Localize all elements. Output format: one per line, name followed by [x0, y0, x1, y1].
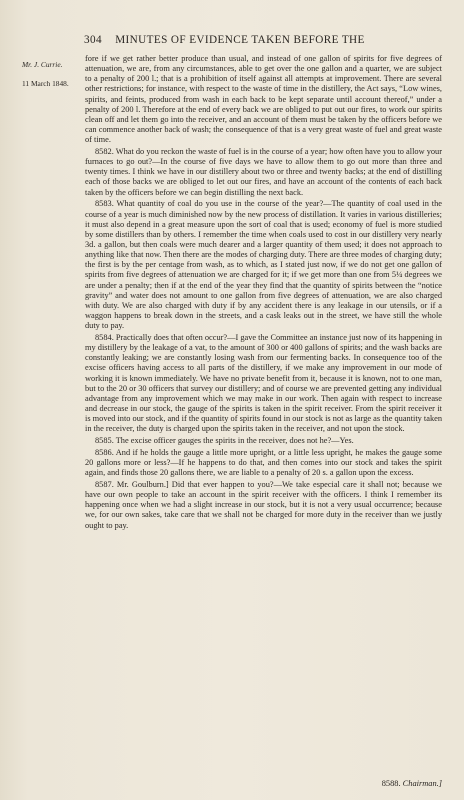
- paragraph: 8587. Mr. Goulburn.] Did that ever happen to you?—We take especial care it shall not; because we have our own people to take an account in the spirit receiver with the officers. I think I remember its happening once when we had a slight increase in our stock, but it is not a very usual occurrence; because we, for our own sakes, take care that we shall not be charged for more duty in the receiver than we justly ought to pay.: [85, 479, 442, 530]
- page-number: 304: [84, 34, 102, 46]
- paragraph: 8585. The excise officer gauges the spirits in the receiver, does not he?—Yes.: [95, 436, 354, 446]
- paragraph: 8582. What do you reckon the waste of fuel is in the course of a year; how often have you to allow your furnaces to go out?—In the course of five days we have to allow them to go out more than three and twenty times. I think we have in our distillery about two or three and twenty backs; at the end of distilling each of those backs we are obliged to let out our fires, and have an account of the contents of each back taken by the officers before we can begin distilling the next back.: [85, 147, 442, 197]
- paragraph: fore if we get rather better produce than usual, and instead of one gallon of spirits for five degrees of attenuation, we are, from any circumstances, able to get over the one gallon and a quarter, we are subject to a penalty of 200 l.; that is a prohibition of itself against all attempts at improvement. There are several other restrictions; for instance, with respect to the waste of time in the distillery, the Act says, “Low wines, spirits, and feints, produced from wash in each back to be kept separate until account thereof,” under a penalty of 200 l. Therefore at the end of every back we are obliged to put out our fires, to work our spirits clean off and let them go into the receiver, and an account of them must be taken by the officers before we can commence another back of wash; the consequence of that is a very great waste of fuel and great waste of time.: [85, 54, 442, 145]
- header-title: MINUTES OF EVIDENCE TAKEN BEFORE THE: [115, 34, 365, 46]
- catchword: [382, 779, 442, 788]
- paragraph: 8584. Practically does that often occur?—I gave the Committee an instance just now of its happening in my distillery by the leakage of a vat, to the amount of 300 or 400 gallons of spirits; and the wash backs are constantly leaking; we are constantly losing wash from our fermenting backs. In consequence too of the excise officers having access to all parts of the distillery, if we make any improvement in our mode of working it is known immediately. We have no private benefit from it, because it is known, not to one man, but to the 20 or 30 officers that survey our distillery; and of course we are prevented getting any individual advantage from any improvement which we may make in our work. Then again with respect to increase and decrease in our stock, the gauge of the spirits is taken in the spirit receiver. From the spirit receiver it is moved into our stock, and if the quantity of spirits found in our stock is not as large as the quantity taken in the receiver, the duty is charged upon the spirits taken in the receiver, and not upon the stock.: [85, 333, 442, 434]
- paragraph: 8583. What quantity of coal do you use in the course of the year?—The quantity of coal used in the course of a year is much diminished now by the new process of distillation. It varies in various distilleries; it must also depend in a great measure upon the sort of coal that is used; economy of fuel is more studied by some distillers than by others. I remember the time when coals used to cost in our distillery very nearly 3d. a gallon, but then coals were much dearer and a larger quantity of them used; it does not approach to anything like that now. Then there are the modes of charging duty. There are three modes of charging duty; the first is by the per centage from wash, as to which, as I stated just now, if we do not get one gallon of spirits from five degrees of attenuation we are charged for it; if we get more than one from 5¼ degrees we are under a penalty; then if at the end of the year they find that the quantity of spirits between the “notice gravity” and water does not amount to one gallon from five degrees of attenuation, we are also charged with duty. We are also charged with duty if by any accident there is any leakage in our utensils, or if a waggon happens to break down in the streets, and a cask leaks out in the street, we have still the whole duty to pay.: [85, 199, 442, 331]
- catchword-number: 8588.: [381, 779, 401, 788]
- running-header: [84, 34, 444, 46]
- margin-date: 11 March 1848.: [22, 79, 69, 88]
- body-text: [85, 54, 442, 531]
- margin-witness-name: Mr. J. Currie.: [22, 60, 63, 69]
- catchword-speaker: Chairman.]: [402, 779, 442, 788]
- paragraph: 8586. And if he holds the gauge a little more upright, or a little less upright, he makes the gauge some 20 gallons more or less?—If he happens to do that, and then comes into our stock and takes the spirit again, and finds those 20 gallons there, we are liable to a penalty of 20 s. a gallon upon the excess.: [85, 447, 442, 478]
